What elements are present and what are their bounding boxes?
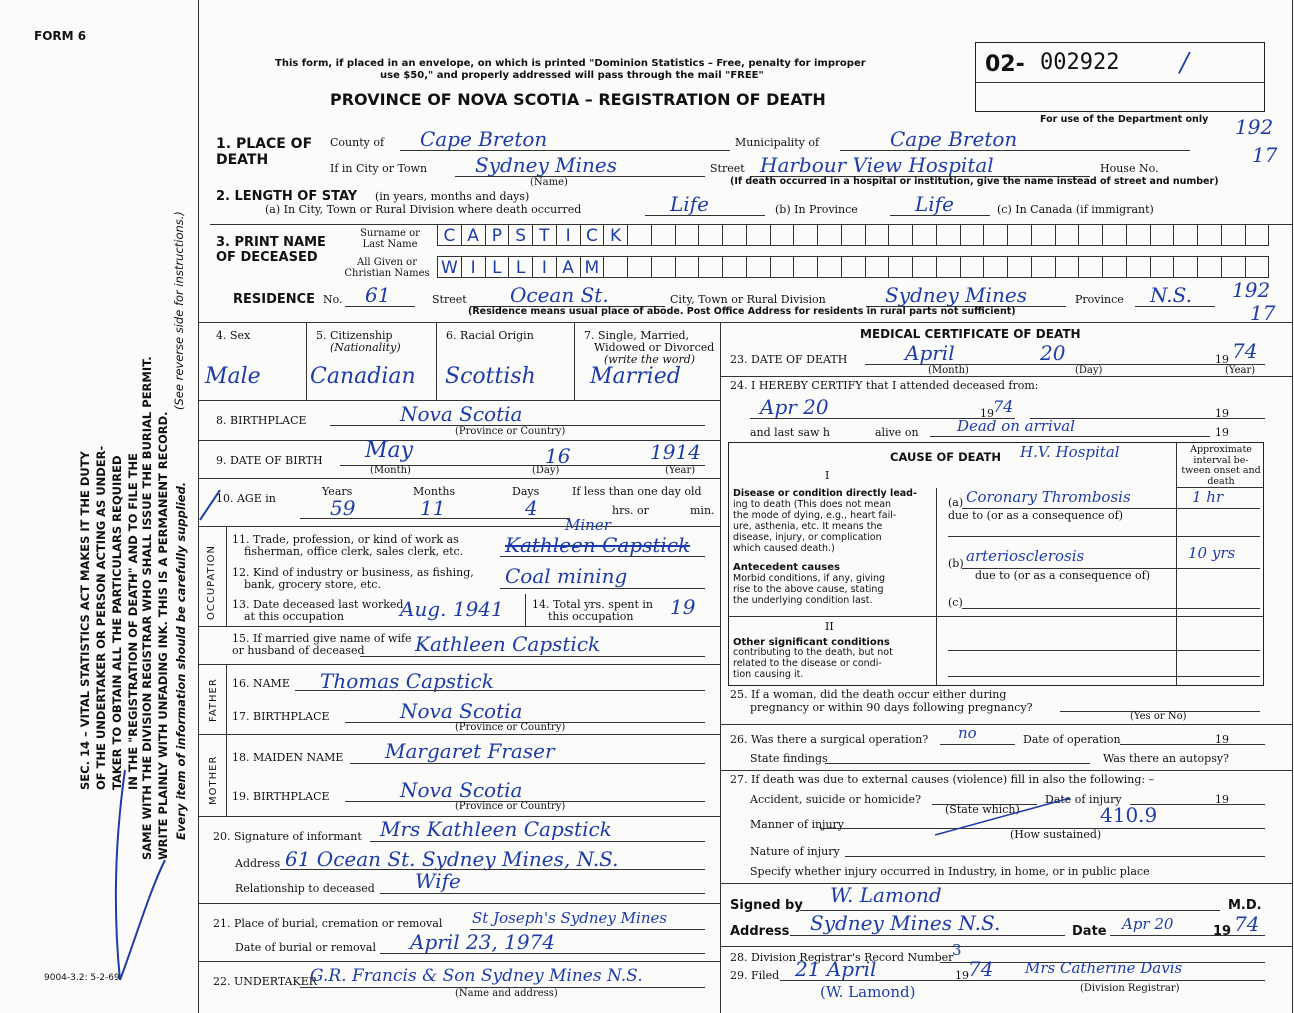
cit-value: Canadian [310, 364, 416, 389]
dod-19: 19 [1215, 353, 1229, 366]
name-label: 3. PRINT NAME OF DECEASED [216, 235, 326, 265]
margin-line-7: Every item of information should be carefully supplied. [174, 481, 188, 840]
how-sustained-sub: (How sustained) [1010, 828, 1102, 841]
given-letter-box [1103, 256, 1127, 278]
disease-line1: Disease or condition directly lead- [733, 488, 917, 499]
margin-line-4: IN THE "REGISTRATION OF DEATH" AND TO FILE THE [126, 452, 140, 790]
other-line2: contributing to the death, but not [733, 647, 893, 658]
antecedent-label: Antecedent causes [733, 562, 840, 573]
given-letter-box: I [533, 256, 557, 278]
informant-address-label: Address [235, 857, 281, 870]
mother-bp: Nova Scotia [400, 778, 523, 802]
given-letter-box [676, 256, 700, 278]
given-letter-box: A [557, 256, 581, 278]
res-prov-label: Province [1075, 293, 1124, 306]
given-letter-box: L [509, 256, 533, 278]
surname-letter-box [1008, 224, 1032, 246]
mother-name: Margaret Fraser [385, 739, 555, 763]
father-bp: Nova Scotia [400, 699, 523, 723]
res-no: 61 [365, 283, 391, 307]
form-number: FORM 6 [34, 29, 87, 43]
dod-month-sub: (Month) [928, 365, 969, 376]
q25-line2: pregnancy or within 90 days following pregnancy? [750, 701, 1033, 714]
given-letter-box [1008, 256, 1032, 278]
dod-year-sub: (Year) [1225, 365, 1256, 376]
dob-year-sub: (Year) [665, 465, 696, 476]
disease-line2: ing to death (This does not mean [733, 499, 892, 510]
filed-year: 74 [968, 957, 994, 981]
margin-pen-marks [95, 750, 175, 1000]
date-of-injury-label: Date of injury [1045, 793, 1122, 806]
occupation-side-label: OCCUPATION [206, 544, 217, 620]
dod-month: April [905, 341, 955, 365]
given-letter-box [937, 256, 961, 278]
given-letter-box [1198, 256, 1222, 278]
stay-label: 2. LENGTH OF STAY [216, 189, 358, 204]
age-pen-mark [195, 480, 235, 530]
given-letter-box [771, 256, 795, 278]
record-number: 3 [952, 941, 962, 959]
street-value: Harbour View Hospital [760, 153, 994, 177]
attend-from-year: 74 [993, 397, 1014, 416]
relationship-value: Wife [415, 869, 461, 893]
findings-label: State findings [750, 752, 828, 765]
surname-letter-box [889, 224, 913, 246]
bp-sub: (Province or Country) [455, 426, 566, 437]
date-of-op-19: 19 [1215, 733, 1229, 746]
alive-value: Dead on arrival [957, 417, 1075, 435]
q11-line1: 11. Trade, profession, or kind of work as [232, 533, 459, 546]
manner-label: Manner of injury [750, 818, 845, 831]
given-letter-box [628, 256, 652, 278]
cause-a-value: Coronary Thrombosis [966, 488, 1131, 506]
age-months: 11 [420, 496, 446, 520]
surname-letter-box [842, 224, 866, 246]
form-title: PROVINCE OF NOVA SCOTIA – REGISTRATION OF DEATH [330, 90, 826, 109]
q14-line1: 14. Total yrs. spent in [532, 598, 653, 611]
reg-number: 002922 [1040, 50, 1120, 75]
postal-notice-2: use $50," and properly addressed will pass through the mail "FREE" [380, 70, 764, 81]
dept-code-3: 192 [1232, 278, 1271, 302]
res-note: (Residence means usual place of abode. Post Office Address for residents in rural parts not sufficient) [468, 306, 1016, 317]
burial-date-label: Date of burial or removal [235, 941, 376, 954]
date-of-injury-19: 19 [1215, 793, 1229, 806]
med-address: Sydney Mines N.S. [810, 911, 1001, 935]
attend-from: Apr 20 [760, 395, 829, 419]
given-letter-box [889, 256, 913, 278]
sex-value: Male [205, 364, 261, 389]
q21-label: 21. Place of burial, cremation or removal [213, 917, 443, 930]
res-prov: N.S. [1150, 283, 1192, 307]
surname-letter-box [1127, 224, 1151, 246]
lessday-label: If less than one day old [572, 485, 702, 498]
mother-side-label: MOTHER [208, 755, 219, 805]
given-letter-box [1246, 256, 1270, 278]
cit-sub: (Nationality) [330, 341, 401, 354]
municipality-label: Municipality of [735, 136, 820, 149]
given-letter-box [1151, 256, 1175, 278]
q18-label: 18. MAIDEN NAME [232, 751, 344, 764]
due-to-2: due to (or as a consequence of) [975, 569, 1150, 582]
cit-label: 5. Citizenship [316, 329, 393, 342]
registrar-signature: Mrs Catherine Davis [1025, 959, 1183, 977]
city-value: Sydney Mines [475, 153, 618, 177]
dod-day: 20 [1040, 341, 1066, 365]
q16-label: 16. NAME [232, 677, 290, 690]
given-letter-box [699, 256, 723, 278]
hrs-label: hrs. or [612, 504, 649, 517]
q11-struck-value: Kathleen Capstick [505, 533, 691, 557]
margin-line-8: (See reverse side for instructions.) [172, 211, 186, 410]
q28-label: 28. Division Registrar's Record Number [730, 951, 954, 964]
given-letter-box [818, 256, 842, 278]
q15-line1: 15. If married give name of wife [232, 632, 412, 645]
antecedent-line3: the underlying condition last. [733, 595, 873, 606]
race-value: Scottish [445, 364, 536, 389]
dob-day: 16 [545, 444, 571, 468]
stay-b-value: Life [915, 192, 954, 216]
q15-line2: or husband of deceased [232, 644, 365, 657]
signed-label: Signed by [730, 898, 803, 913]
q14-value: 19 [670, 595, 696, 619]
yes-no-sub: (Yes or No) [1130, 711, 1187, 722]
surname-letter-box [1198, 224, 1222, 246]
cause-hand-note: H.V. Hospital [1020, 443, 1120, 461]
given-letter-box [866, 256, 890, 278]
attend-from-19: 19 [980, 407, 994, 420]
given-letter-box [794, 256, 818, 278]
attend-to-19: 19 [1215, 407, 1229, 420]
min-label: min. [690, 504, 715, 517]
given-letter-box [1174, 256, 1198, 278]
q19-label: 19. BIRTHPLACE [232, 790, 330, 803]
cause-title: CAUSE OF DEATH [890, 450, 1001, 464]
surname-letter-box [1032, 224, 1056, 246]
informant-signature: Mrs Kathleen Capstick [380, 817, 612, 841]
margin-line-1: SEC. 14 – VITAL STATISTICS ACT MAKES IT THE DUTY [78, 451, 92, 790]
surname-letter-box [676, 224, 700, 246]
filed-19: 19 [955, 969, 969, 982]
postal-notice-1: This form, if placed in an envelope, on which is printed "Dominion Statistics – Free, penalty for improper [275, 58, 866, 69]
q24-label: 24. I HEREBY CERTIFY that I attended deceased from: [730, 379, 1039, 392]
res-street: Ocean St. [510, 283, 609, 307]
city-label: If in City or Town [330, 162, 428, 175]
injury-pen-stroke [930, 790, 1080, 840]
given-letter-box: L [486, 256, 510, 278]
house-label: House No. [1100, 162, 1159, 175]
q12-value: Coal mining [505, 564, 628, 588]
cause-b-value: arteriosclerosis [966, 547, 1085, 565]
q29-label: 29. Filed [730, 969, 780, 982]
surname-letter-box [652, 224, 676, 246]
q13-value: Aug. 1941 [400, 597, 504, 621]
q27-label: 27. If death was due to external causes (violence) fill in also the following: – [730, 773, 1155, 786]
q11-value: Miner [565, 516, 611, 534]
med-date: Apr 20 [1122, 915, 1174, 933]
roman-two: II [825, 620, 834, 633]
alive-19: 19 [1215, 426, 1229, 439]
disease-line6: which caused death.) [733, 543, 835, 554]
margin-line-2: OF THE UNDERTAKER OR PERSON ACTING AS UNDER- [94, 445, 108, 790]
surname-letter-box: A [462, 224, 486, 246]
surname-letter-box [1079, 224, 1103, 246]
med-date-year: 74 [1234, 912, 1260, 936]
burial-date: April 23, 1974 [410, 930, 556, 954]
place-label: PLACE OF DEATH [216, 136, 313, 168]
relationship-label: Relationship to deceased [235, 882, 375, 895]
disease-line5: disease, injury, or complication [733, 532, 882, 543]
days-label: Days [512, 485, 540, 498]
father-side-label: FATHER [208, 678, 219, 722]
date-of-op-label: Date of operation [1023, 733, 1121, 746]
surname-label: Surname or Last Name [360, 228, 420, 250]
q17-label: 17. BIRTHPLACE [232, 710, 330, 723]
surname-letter-box [984, 224, 1008, 246]
surname-letter-box [723, 224, 747, 246]
marital-sub2: (write the word) [604, 353, 696, 366]
antecedent-line1: Morbid conditions, if any, giving [733, 573, 886, 584]
marital-value: Married [590, 364, 681, 389]
county-value: Cape Breton [420, 127, 548, 151]
bp-value: Nova Scotia [400, 402, 523, 426]
given-letter-box: W [437, 256, 462, 278]
q26-label: 26. Was there a surgical operation? [730, 733, 929, 746]
undertaker-value: G.R. Francis & Son Sydney Mines N.S. [310, 966, 643, 986]
interval-header: Approximate interval be- tween onset and death [1181, 444, 1261, 487]
cause-c-label: (c) [948, 596, 963, 609]
dept-code-4: 17 [1250, 301, 1276, 325]
reg-prefix: 02- [985, 52, 1025, 77]
surname-letter-box: C [581, 224, 605, 246]
cause-b-label: (b) [948, 557, 964, 570]
medical-title: MEDICAL CERTIFICATE OF DEATH [860, 327, 1081, 341]
cause-b-interval: 10 yrs [1188, 544, 1236, 562]
margin-line-6: WRITE PLAINLY WITH UNFADING INK. THIS IS A PERMANENT RECORD. [156, 411, 170, 860]
res-city: Sydney Mines [885, 283, 1028, 307]
dod-day-sub: (Day) [1075, 365, 1103, 376]
other-line4: tion causing it. [733, 669, 804, 680]
given-letter-box [1127, 256, 1151, 278]
surname-letter-box [1056, 224, 1080, 246]
mother-bp-sub: (Province or Country) [455, 801, 566, 812]
dob-day-sub: (Day) [532, 465, 560, 476]
antecedent-line2: rise to the above cause, stating [733, 584, 884, 595]
surname-letter-box [1246, 224, 1270, 246]
nature-label: Nature of injury [750, 845, 840, 858]
right-border [1292, 0, 1293, 1013]
other-line1: Other significant conditions [733, 637, 890, 648]
operation-value: no [958, 724, 977, 742]
undertaker-sub: (Name and address) [455, 988, 558, 999]
surname-letter-box [961, 224, 985, 246]
father-bp-sub: (Province or Country) [455, 722, 566, 733]
med-date-label: Date [1072, 924, 1107, 939]
place-num: 1. [216, 136, 232, 152]
given-letter-box: M [581, 256, 605, 278]
print-code: 9004-3.2: 5-2-69 [44, 973, 120, 983]
q14-line2: this occupation [548, 610, 634, 623]
stay-c-label: (c) In Canada (if immigrant) [997, 203, 1154, 216]
surname-letter-box [771, 224, 795, 246]
q25-line1: 25. If a woman, did the death occur either during [730, 688, 1007, 701]
given-letter-box [1222, 256, 1246, 278]
bp-label: 8. BIRTHPLACE [216, 414, 307, 427]
cause-code: 410.9 [1100, 803, 1158, 827]
surname-letter-box [1103, 224, 1127, 246]
burial-place: St Joseph's Sydney Mines [472, 909, 668, 927]
roman-one: I [825, 469, 830, 482]
q13-line2: at this occupation [244, 610, 344, 623]
dob-month: May [365, 438, 414, 463]
reg-box-divider [975, 82, 1265, 83]
state-which-sub: (State which) [945, 803, 1020, 816]
given-letter-box [842, 256, 866, 278]
given-letter-box [961, 256, 985, 278]
disease-line3: the mode of dying, e.g., heart fail- [733, 510, 897, 521]
margin-line-5: SAME WITH THE DIVISION REGISTRAR WHO SHALL ISSUE THE BURIAL PERMIT. [140, 356, 154, 860]
age-days: 4 [525, 496, 538, 520]
surname-letter-box [913, 224, 937, 246]
disease-line4: ure, asthenia, etc. It means the [733, 521, 883, 532]
stay-a-value: Life [670, 192, 709, 216]
cause-a-label: (a) [948, 496, 964, 509]
surname-letter-box: I [557, 224, 581, 246]
surname-letter-box [747, 224, 771, 246]
med-address-label: Address [730, 924, 790, 939]
marital-sub1: Widowed or Divorced [594, 341, 715, 354]
informant-address: 61 Ocean St. Sydney Mines, N.S. [285, 847, 619, 871]
months-label: Months [413, 485, 456, 498]
residence-label: RESIDENCE [233, 292, 316, 307]
lastsaw-label: and last saw h [750, 426, 831, 439]
bracket-name: (W. Lamond) [820, 983, 916, 1001]
stay-sub: (in years, months and days) [375, 190, 530, 203]
given-cells [437, 256, 1269, 278]
center-divider [720, 322, 721, 1013]
accident-label: Accident, suicide or homicide? [750, 793, 921, 806]
surname-letter-box: T [533, 224, 557, 246]
age-label: 10. AGE in [216, 492, 276, 505]
specify-label: Specify whether injury occurred in Industry, in home, or in public place [750, 865, 1150, 878]
surname-letter-box [1222, 224, 1246, 246]
hospital-note: (If death occurred in a hospital or institution, give the name instead of street and number) [730, 176, 1219, 187]
dob-label: 9. DATE OF BIRTH [216, 454, 323, 467]
q23-label: 23. DATE OF DEATH [730, 353, 848, 366]
spouse-value: Kathleen Capstick [415, 632, 601, 656]
other-line3: related to the disease or condi- [733, 658, 882, 669]
surname-letter-box: K [604, 224, 628, 246]
age-years: 59 [330, 496, 356, 520]
surname-letter-box: S [509, 224, 533, 246]
surname-letter-box [818, 224, 842, 246]
surname-cells [437, 224, 1269, 246]
q12-line1: 12. Kind of industry or business, as fishing, [232, 566, 474, 579]
municipality-value: Cape Breton [890, 127, 1018, 151]
given-letter-box [652, 256, 676, 278]
due-to-1: due to (or as a consequence of) [948, 509, 1123, 522]
q11-line2: fisherman, office clerk, sales clerk, etc. [244, 545, 464, 558]
reg-mark: / [1180, 48, 1189, 78]
autopsy-label: Was there an autopsy? [1103, 752, 1229, 765]
filed-date: 21 April [795, 957, 877, 981]
cause-a-interval: 1 hr [1192, 488, 1224, 506]
sex-label: 4. Sex [216, 329, 251, 342]
surname-letter-box [1174, 224, 1198, 246]
county-label: County of [330, 136, 385, 149]
dob-month-sub: (Month) [370, 465, 411, 476]
q20-label: 20. Signature of informant [213, 830, 362, 843]
given-letter-box [1032, 256, 1056, 278]
city-name-sub: (Name) [530, 177, 568, 188]
given-letter-box [1056, 256, 1080, 278]
res-street-label: Street [432, 293, 467, 306]
given-letter-box [747, 256, 771, 278]
surname-letter-box: P [486, 224, 510, 246]
dept-code-1: 192 [1235, 115, 1274, 139]
street-label: Street [710, 162, 745, 175]
given-label: All Given or Christian Names [344, 257, 430, 279]
given-letter-box: I [462, 256, 486, 278]
given-letter-box [913, 256, 937, 278]
given-letter-box [723, 256, 747, 278]
signed-value: W. Lamond [830, 883, 942, 907]
years-label: Years [322, 485, 353, 498]
surname-letter-box [794, 224, 818, 246]
margin-line-3: TAKER TO OBTAIN ALL THE PARTICULARS REQUIRED [110, 455, 124, 790]
marital-label: 7. Single, Married, [584, 329, 690, 342]
father-name: Thomas Capstick [320, 669, 494, 693]
q12-line2: bank, grocery store, etc. [244, 578, 381, 591]
alive-label: alive on [875, 426, 919, 439]
dept-use-label: For use of the Department only [1040, 114, 1209, 125]
given-letter-box [604, 256, 628, 278]
dept-code-2: 17 [1252, 143, 1278, 167]
res-no-label: No. [323, 293, 343, 306]
res-city-label: City, Town or Rural Division [670, 293, 826, 306]
surname-letter-box [866, 224, 890, 246]
surname-letter-box: C [437, 224, 462, 246]
med-date-19: 19 [1213, 924, 1232, 939]
given-letter-box [1079, 256, 1103, 278]
race-label: 6. Racial Origin [446, 329, 534, 342]
dod-year: 74 [1232, 339, 1258, 363]
md-label: M.D. [1228, 898, 1262, 913]
surname-letter-box [628, 224, 652, 246]
dob-year: 1914 [650, 440, 701, 464]
surname-letter-box [1151, 224, 1175, 246]
surname-letter-box [937, 224, 961, 246]
stay-b-label: (b) In Province [775, 203, 858, 216]
q13-line1: 13. Date deceased last worked [232, 598, 404, 611]
given-letter-box [984, 256, 1008, 278]
stay-a-label: (a) In City, Town or Rural Division where death occurred [265, 203, 582, 216]
surname-letter-box [699, 224, 723, 246]
q22-label: 22. UNDERTAKER [213, 975, 318, 988]
registrar-sub: (Division Registrar) [1080, 983, 1180, 994]
